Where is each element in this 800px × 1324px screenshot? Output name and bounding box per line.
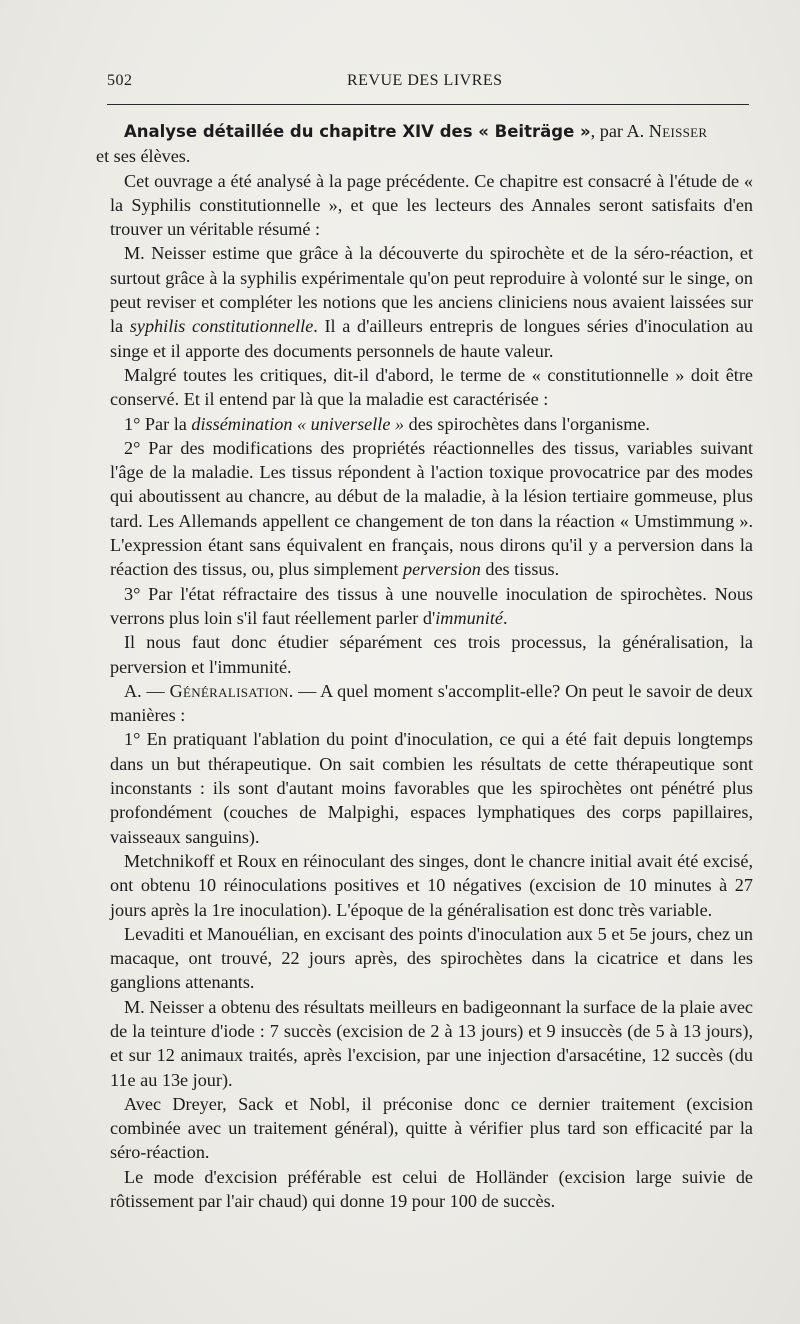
running-head: REVUE DES LIVRES <box>347 72 503 89</box>
section-heading: Généralisation <box>169 680 289 701</box>
paragraph <box>110 436 753 582</box>
italic-run: syphilis constitutionnelle <box>129 316 314 337</box>
paragraph: M. Neisser a obtenu des résultats meilleurs en badigeonnant la surface de la plaie avec de la teinture d'iode : 7 succès (excision de 2 à 13 jours) et 9 insuccès (de 5 à 13 jours), et sur 12 animaux traités, après l'excision, par une injection d'arsacétine, 12 succès (du 11e au 13e jour). <box>110 996 753 1090</box>
italic-run: perversion <box>403 559 481 580</box>
text-run: M. Neisser estime que grâce à la découverte du spirochète et de la séro-réaction, et surtout grâce à la syphilis expérimentale qu'on peut reproduire à volonté sur le singe, on peut reviser et compléter les notions que les anciens cliniciens nous avaient laissées sur la <box>110 243 753 337</box>
text-run: des spirochètes dans l'organisme. <box>404 413 650 434</box>
paragraph: Levaditi et Manouélian, en excisant des points d'inoculation aux 5 et 5e jours, chez un macaque, ont trouvé, 22 jours après, des spirochètes dans la cicatrice et dans les ganglions attenants. <box>110 923 753 993</box>
title-end: et ses élèves. <box>96 146 191 167</box>
paragraph: Avec Dreyer, Sack et Nobl, il préconise donc ce dernier traitement (excision combinée avec un traitement général), quitte à vérifier plus tard son efficacité par la séro-réaction. <box>110 1093 753 1163</box>
article-title <box>96 119 753 169</box>
text-run: . <box>502 607 508 628</box>
paragraph: Malgré toutes les critiques, dit-il d'abord, le terme de « constitutionnelle » doit être conservé. Et il entend par là que la maladie est caractérisée : <box>110 364 753 410</box>
title-by: , par A. <box>590 121 649 141</box>
paragraph: Il nous faut donc étudier séparément ces trois processus, la généralisation, la perversion et l'immunité. <box>110 632 753 677</box>
italic-run: dissémination « universelle » <box>191 413 405 434</box>
text-run: des tissus. <box>480 559 560 580</box>
title-bold: Analyse détaillée du chapitre XIV des « Beiträge » <box>124 122 591 141</box>
text-run: 1° Par la <box>124 413 192 434</box>
header-rule <box>107 104 749 105</box>
paragraph <box>110 679 753 728</box>
text-run: . — A quel moment s'accomplit-elle? On peut le savoir de deux manières : <box>110 680 753 726</box>
title-author: Neisser <box>648 121 708 141</box>
paragraph: Cet ouvrage a été analysé à la page précédente. Ce chapitre est consacré à l'étude de « la Syphilis constitutionnelle », et que les lecteurs des Annales seront satisfaits d'en trouver un véritable résumé : <box>110 170 753 240</box>
paragraph <box>110 241 753 362</box>
text-run: 2° Par des modifications des propriétés réactionnelles des tissus, variables suivant l'âge de la maladie. Les tissus répondent à l'action toxique provocatrice par des modes qui aboutissent au chancre, au début de la maladie, à la lésion tertiaire gommeuse, plus tard. Les Allemands appellent ce changement de ton dans la réaction « Umstimmung ». L'expression étant sans équivalent en français, nous dirons qu'il y a perversion dans la réaction des tissus, ou, plus simplement <box>110 437 753 580</box>
paragraph: 1° En pratiquant l'ablation du point d'inoculation, ce qui a été fait depuis longtemps dans un but thérapeutique. On sait combien les résultats de cette thérapeutique sont inconstants : ils sont d'autant moins favorables que les spirochètes ont pénétré plus profondément (couches de Malpighi, espaces lymphatiques des corps papillaires, vaisseaux sanguins). <box>110 729 753 847</box>
italic-run: immunité <box>435 607 503 628</box>
paragraph: Le mode d'excision préférable est celui de Holländer (excision large suivie de rôtissement par l'air chaud) qui donne 19 pour 100 de succès. <box>110 1166 753 1212</box>
paragraph: Metchnikoff et Roux en réinoculant des singes, dont le chancre initial avait été excisé, ont obtenu 10 réinoculations positives et 10 négatives (excision de 10 minutes à 27 jours après la 1re inoculation). L'époque de la généralisation est donc très variable. <box>110 850 753 920</box>
text-run: A. — <box>124 680 170 701</box>
page-number: 502 <box>107 72 133 89</box>
text-run: . Il a d'ailleurs entrepris de longues séries d'inoculation au singe et il apporte des documents personnels de haute valeur. <box>110 316 753 361</box>
paragraph <box>110 412 753 436</box>
page-header <box>107 72 749 96</box>
article-body <box>96 119 753 1213</box>
paragraph <box>110 582 753 631</box>
text-run: 3° Par l'état réfractaire des tissus à une nouvelle inoculation de spirochètes. Nous verrons plus loin s'il faut réellement parler d' <box>110 583 753 628</box>
